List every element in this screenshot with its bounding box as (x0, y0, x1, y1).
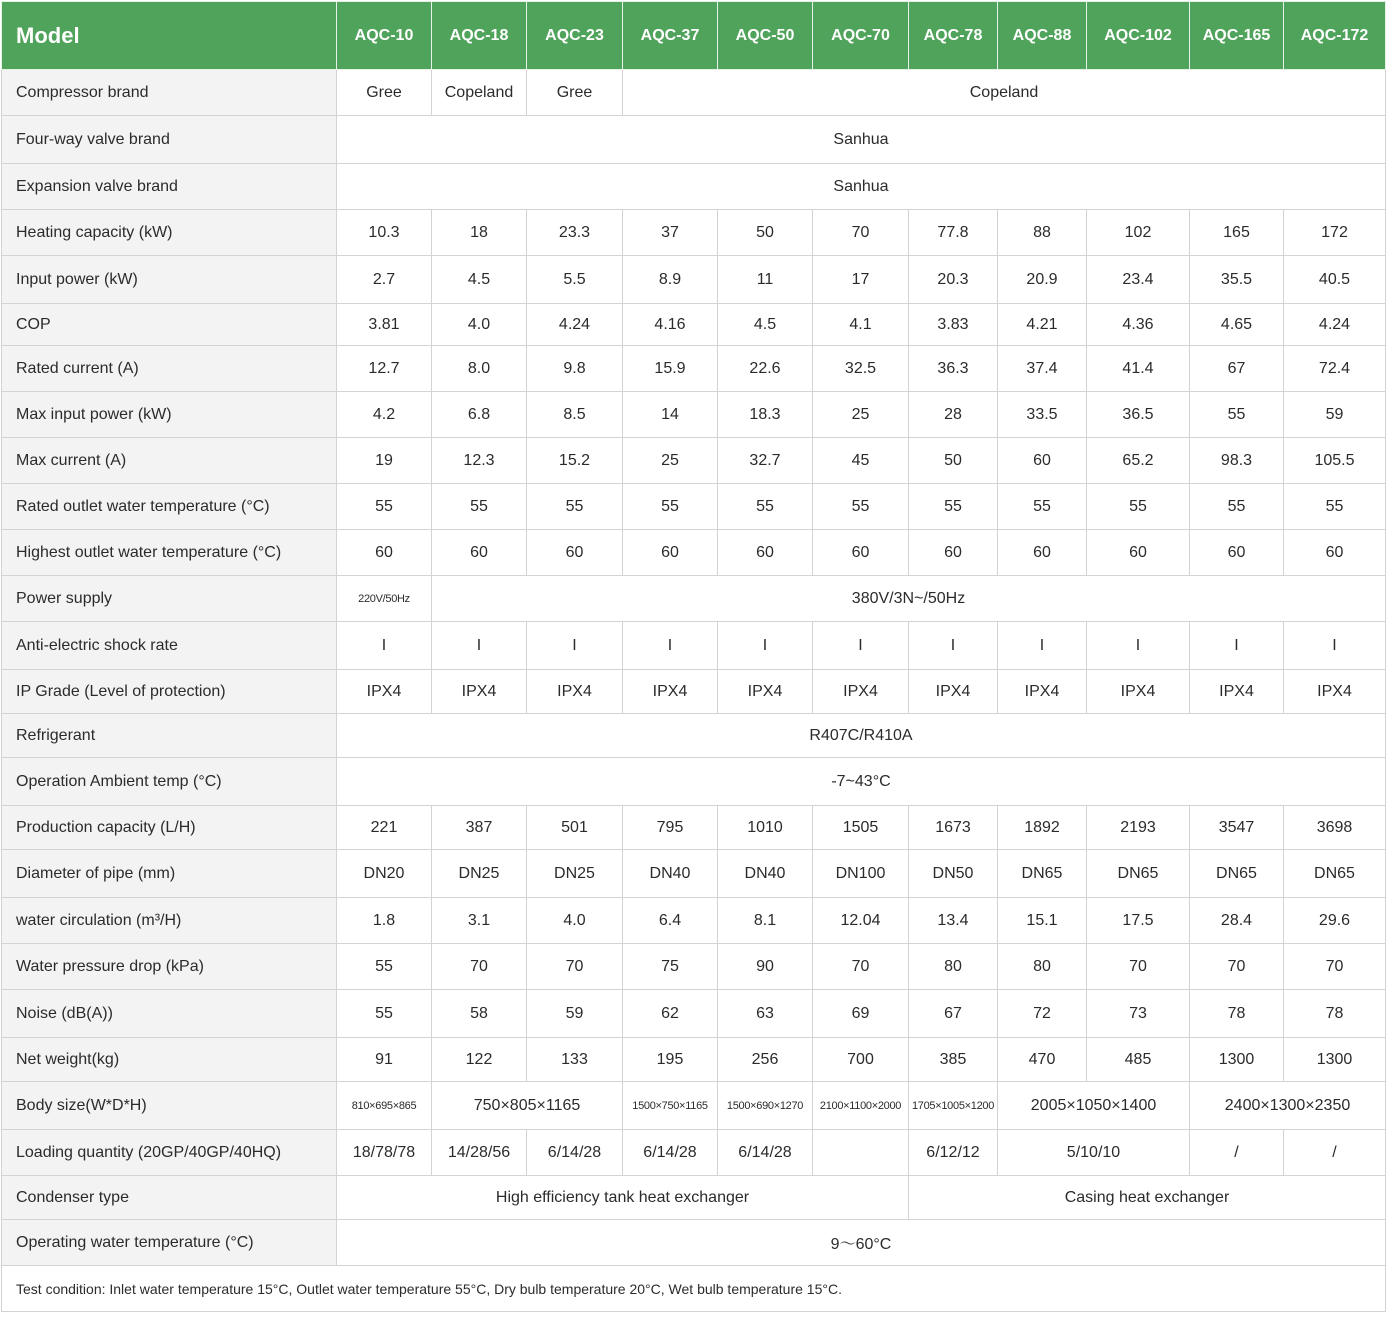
table-row (2, 990, 1386, 1038)
table-cell: I (1190, 622, 1284, 670)
table-cell: 35.5 (1190, 256, 1284, 304)
row-label: Production capacity (L/H) (2, 806, 337, 850)
table-cell: 9～60°C (337, 1220, 1386, 1266)
table-cell: 59 (527, 990, 623, 1038)
table-cell: 70 (527, 944, 623, 990)
table-row (2, 304, 1386, 346)
table-cell: 485 (1087, 1038, 1190, 1082)
table-cell: 55 (998, 484, 1087, 530)
row-label: Loading quantity (20GP/40GP/40HQ) (2, 1130, 337, 1176)
table-cell: 75 (623, 944, 718, 990)
table-cell: IPX4 (813, 670, 909, 714)
table-cell: 6.8 (432, 392, 527, 438)
row-label: Input power (kW) (2, 256, 337, 304)
table-cell: 88 (998, 210, 1087, 256)
table-cell: 470 (998, 1038, 1087, 1082)
table-cell: 2400×1300×2350 (1190, 1082, 1386, 1130)
table-cell: 810×695×865 (337, 1082, 432, 1130)
table-cell: 385 (909, 1038, 998, 1082)
table-cell: 55 (1190, 392, 1284, 438)
table-cell: 67 (909, 990, 998, 1038)
table-cell: DN100 (813, 850, 909, 898)
table-cell: 60 (909, 530, 998, 576)
table-cell: 12.04 (813, 898, 909, 944)
table-cell: I (432, 622, 527, 670)
table-cell: 1.8 (337, 898, 432, 944)
table-cell: DN50 (909, 850, 998, 898)
table-cell: 133 (527, 1038, 623, 1082)
table-cell: 3.83 (909, 304, 998, 346)
table-cell: 60 (998, 530, 1087, 576)
row-label: Condenser type (2, 1176, 337, 1220)
row-label: Operating water temperature (°C) (2, 1220, 337, 1266)
table-cell: 1010 (718, 806, 813, 850)
model-col-header: AQC-50 (718, 2, 813, 70)
table-cell: 4.1 (813, 304, 909, 346)
table-cell: 20.3 (909, 256, 998, 304)
table-cell: 1300 (1284, 1038, 1386, 1082)
table-cell: 40.5 (1284, 256, 1386, 304)
row-label: Body size(W*D*H) (2, 1082, 337, 1130)
table-cell: 172 (1284, 210, 1386, 256)
table-cell: 387 (432, 806, 527, 850)
table-cell: 1500×750×1165 (623, 1082, 718, 1130)
table-cell: I (1284, 622, 1386, 670)
table-cell: Sanhua (337, 116, 1386, 164)
table-cell (813, 1130, 909, 1176)
table-cell: 58 (432, 990, 527, 1038)
table-cell: Casing heat exchanger (909, 1176, 1386, 1220)
row-label: IP Grade (Level of protection) (2, 670, 337, 714)
table-cell: 15.2 (527, 438, 623, 484)
table-cell: 256 (718, 1038, 813, 1082)
table-row (2, 576, 1386, 622)
table-cell: 25 (623, 438, 718, 484)
table-cell: 62 (623, 990, 718, 1038)
table-cell: 13.4 (909, 898, 998, 944)
table-cell: High efficiency tank heat exchanger (337, 1176, 909, 1220)
table-cell: 60 (1087, 530, 1190, 576)
table-cell: 41.4 (1087, 346, 1190, 392)
table-cell: 5/10/10 (998, 1130, 1190, 1176)
table-cell: 70 (813, 210, 909, 256)
row-label: Heating capacity (kW) (2, 210, 337, 256)
table-cell: 28.4 (1190, 898, 1284, 944)
table-cell: DN40 (718, 850, 813, 898)
table-row (2, 1176, 1386, 1220)
table-cell: DN65 (1087, 850, 1190, 898)
table-row (2, 850, 1386, 898)
table-cell: 1500×690×1270 (718, 1082, 813, 1130)
table-row (2, 484, 1386, 530)
table-cell: 15.9 (623, 346, 718, 392)
table-cell: 37 (623, 210, 718, 256)
table-cell: IPX4 (623, 670, 718, 714)
table-cell: 22.6 (718, 346, 813, 392)
table-cell: 9.8 (527, 346, 623, 392)
table-cell: 98.3 (1190, 438, 1284, 484)
table-cell: 33.5 (998, 392, 1087, 438)
table-cell: 12.3 (432, 438, 527, 484)
table-cell: 59 (1284, 392, 1386, 438)
table-cell: 36.5 (1087, 392, 1190, 438)
table-cell: 4.36 (1087, 304, 1190, 346)
row-label: Four-way valve brand (2, 116, 337, 164)
table-cell: I (718, 622, 813, 670)
table-cell: I (909, 622, 998, 670)
table-cell: 4.65 (1190, 304, 1284, 346)
table-row (2, 1038, 1386, 1082)
table-cell: 23.4 (1087, 256, 1190, 304)
row-label: Net weight(kg) (2, 1038, 337, 1082)
row-label: Rated outlet water temperature (°C) (2, 484, 337, 530)
test-condition-note: Test condition: Inlet water temperature 15°C, Outlet water temperature 55°C, Dry bulb temperature 20°C, Wet bulb temperature 15°C. (2, 1266, 1386, 1312)
table-cell: 4.0 (527, 898, 623, 944)
table-row (2, 806, 1386, 850)
table-cell: IPX4 (909, 670, 998, 714)
table-cell: IPX4 (1284, 670, 1386, 714)
table-cell: 3547 (1190, 806, 1284, 850)
table-cell: 72 (998, 990, 1087, 1038)
table-cell: 72.4 (1284, 346, 1386, 392)
table-row (2, 758, 1386, 806)
table-cell: DN20 (337, 850, 432, 898)
table-cell: 14/28/56 (432, 1130, 527, 1176)
table-cell: 4.24 (527, 304, 623, 346)
table-cell: 8.1 (718, 898, 813, 944)
model-col-header: AQC-23 (527, 2, 623, 70)
table-cell: 221 (337, 806, 432, 850)
table-cell: Gree (337, 70, 432, 116)
table-cell: 60 (337, 530, 432, 576)
model-col-header: AQC-70 (813, 2, 909, 70)
table-cell: DN65 (1284, 850, 1386, 898)
table-cell: DN65 (1190, 850, 1284, 898)
table-cell: 70 (1087, 944, 1190, 990)
row-label: Max input power (kW) (2, 392, 337, 438)
table-cell: 4.5 (718, 304, 813, 346)
row-label: Expansion valve brand (2, 164, 337, 210)
table-cell: 122 (432, 1038, 527, 1082)
table-cell: IPX4 (337, 670, 432, 714)
model-col-header: AQC-10 (337, 2, 432, 70)
table-cell: 380V/3N~/50Hz (432, 576, 1386, 622)
table-row (2, 622, 1386, 670)
table-cell: I (527, 622, 623, 670)
table-cell: 10.3 (337, 210, 432, 256)
table-cell: 4.24 (1284, 304, 1386, 346)
table-cell: 165 (1190, 210, 1284, 256)
table-cell: 795 (623, 806, 718, 850)
table-cell: 69 (813, 990, 909, 1038)
table-cell: 32.7 (718, 438, 813, 484)
table-cell: 23.3 (527, 210, 623, 256)
table-cell: 4.0 (432, 304, 527, 346)
table-cell: 25 (813, 392, 909, 438)
table-cell: 60 (813, 530, 909, 576)
table-cell: 195 (623, 1038, 718, 1082)
test-condition-row (2, 1266, 1386, 1312)
table-cell: 12.7 (337, 346, 432, 392)
table-cell: 55 (527, 484, 623, 530)
table-cell: 102 (1087, 210, 1190, 256)
row-label: Water pressure drop (kPa) (2, 944, 337, 990)
table-cell: / (1190, 1130, 1284, 1176)
table-cell: 4.21 (998, 304, 1087, 346)
table-cell: IPX4 (432, 670, 527, 714)
model-col-header: AQC-102 (1087, 2, 1190, 70)
table-cell: 65.2 (1087, 438, 1190, 484)
table-cell: 6/14/28 (623, 1130, 718, 1176)
table-cell: 63 (718, 990, 813, 1038)
row-label: Operation Ambient temp (°C) (2, 758, 337, 806)
table-cell: 4.16 (623, 304, 718, 346)
table-cell: 1892 (998, 806, 1087, 850)
table-cell: 80 (909, 944, 998, 990)
table-cell: 6/12/12 (909, 1130, 998, 1176)
table-cell: 55 (718, 484, 813, 530)
table-cell: I (813, 622, 909, 670)
table-row (2, 670, 1386, 714)
table-cell: 15.1 (998, 898, 1087, 944)
table-cell: 70 (432, 944, 527, 990)
row-label: water circulation (m³/H) (2, 898, 337, 944)
row-label: Anti-electric shock rate (2, 622, 337, 670)
table-row (2, 210, 1386, 256)
table-cell: 55 (1087, 484, 1190, 530)
table-cell: 55 (432, 484, 527, 530)
table-cell: 2100×1100×2000 (813, 1082, 909, 1130)
table-cell: I (1087, 622, 1190, 670)
table-cell: 32.5 (813, 346, 909, 392)
table-cell: 14 (623, 392, 718, 438)
table-cell: DN25 (527, 850, 623, 898)
table-cell: 55 (1284, 484, 1386, 530)
table-cell: R407C/R410A (337, 714, 1386, 758)
header-row (2, 2, 1386, 70)
table-cell: 60 (718, 530, 813, 576)
table-cell: IPX4 (718, 670, 813, 714)
table-cell: 5.5 (527, 256, 623, 304)
table-row (2, 438, 1386, 484)
row-label: Refrigerant (2, 714, 337, 758)
table-cell: Copeland (623, 70, 1386, 116)
table-cell: 55 (813, 484, 909, 530)
table-cell: 1300 (1190, 1038, 1284, 1082)
row-label: Max current (A) (2, 438, 337, 484)
table-cell: 18.3 (718, 392, 813, 438)
table-cell: 17.5 (1087, 898, 1190, 944)
table-cell: 1505 (813, 806, 909, 850)
table-row (2, 898, 1386, 944)
table-cell: 6/14/28 (527, 1130, 623, 1176)
table-cell: 700 (813, 1038, 909, 1082)
spec-table (1, 1, 1386, 1312)
table-cell: 19 (337, 438, 432, 484)
table-row (2, 116, 1386, 164)
table-cell: 37.4 (998, 346, 1087, 392)
row-label: Rated current (A) (2, 346, 337, 392)
table-cell: 70 (1190, 944, 1284, 990)
table-row (2, 530, 1386, 576)
table-cell: Copeland (432, 70, 527, 116)
row-label: Highest outlet water temperature (°C) (2, 530, 337, 576)
table-row (2, 392, 1386, 438)
table-cell: / (1284, 1130, 1386, 1176)
table-cell: 8.9 (623, 256, 718, 304)
table-row (2, 256, 1386, 304)
model-col-header: AQC-172 (1284, 2, 1386, 70)
table-cell: IPX4 (1190, 670, 1284, 714)
table-cell: 20.9 (998, 256, 1087, 304)
table-cell: 501 (527, 806, 623, 850)
table-cell: 60 (623, 530, 718, 576)
table-cell: 55 (337, 990, 432, 1038)
table-cell: 18/78/78 (337, 1130, 432, 1176)
table-cell: 77.8 (909, 210, 998, 256)
table-cell: IPX4 (998, 670, 1087, 714)
table-cell: 105.5 (1284, 438, 1386, 484)
model-header: Model (2, 2, 337, 70)
table-cell: 60 (1190, 530, 1284, 576)
table-cell: 70 (1284, 944, 1386, 990)
table-cell: 4.5 (432, 256, 527, 304)
model-col-header: AQC-165 (1190, 2, 1284, 70)
table-cell: 4.2 (337, 392, 432, 438)
table-cell: 1705×1005×1200 (909, 1082, 998, 1130)
model-col-header: AQC-18 (432, 2, 527, 70)
table-cell: 8.0 (432, 346, 527, 392)
row-label: Compressor brand (2, 70, 337, 116)
table-cell: 78 (1190, 990, 1284, 1038)
table-cell: 60 (432, 530, 527, 576)
table-cell: 60 (527, 530, 623, 576)
table-cell: 78 (1284, 990, 1386, 1038)
table-row (2, 70, 1386, 116)
model-col-header: AQC-78 (909, 2, 998, 70)
table-row (2, 714, 1386, 758)
table-cell: 73 (1087, 990, 1190, 1038)
table-cell: 50 (718, 210, 813, 256)
table-cell: 17 (813, 256, 909, 304)
table-cell: 6.4 (623, 898, 718, 944)
table-cell: 55 (1190, 484, 1284, 530)
table-cell: 80 (998, 944, 1087, 990)
table-cell: 70 (813, 944, 909, 990)
table-cell: 3698 (1284, 806, 1386, 850)
table-cell: 55 (337, 484, 432, 530)
table-cell: 91 (337, 1038, 432, 1082)
table-cell: DN40 (623, 850, 718, 898)
table-cell: 67 (1190, 346, 1284, 392)
model-col-header: AQC-37 (623, 2, 718, 70)
table-cell: 11 (718, 256, 813, 304)
table-cell: 50 (909, 438, 998, 484)
table-cell: I (337, 622, 432, 670)
model-col-header: AQC-88 (998, 2, 1087, 70)
table-row (2, 1130, 1386, 1176)
table-cell: 3.81 (337, 304, 432, 346)
table-cell: 55 (909, 484, 998, 530)
table-cell: Sanhua (337, 164, 1386, 210)
table-cell: 1673 (909, 806, 998, 850)
table-row (2, 1220, 1386, 1266)
table-cell: 55 (337, 944, 432, 990)
table-cell: 28 (909, 392, 998, 438)
table-row (2, 1082, 1386, 1130)
table-cell: 18 (432, 210, 527, 256)
table-cell: 90 (718, 944, 813, 990)
row-label: Noise (dB(A)) (2, 990, 337, 1038)
table-cell: 55 (623, 484, 718, 530)
table-cell: 2005×1050×1400 (998, 1082, 1190, 1130)
table-cell: Gree (527, 70, 623, 116)
row-label: Power supply (2, 576, 337, 622)
table-cell: 220V/50Hz (337, 576, 432, 622)
table-row (2, 164, 1386, 210)
table-cell: 2.7 (337, 256, 432, 304)
row-label: Diameter of pipe (mm) (2, 850, 337, 898)
table-cell: 2193 (1087, 806, 1190, 850)
table-cell: 750×805×1165 (432, 1082, 623, 1130)
table-cell: 6/14/28 (718, 1130, 813, 1176)
table-cell: DN25 (432, 850, 527, 898)
row-label: COP (2, 304, 337, 346)
table-cell: 3.1 (432, 898, 527, 944)
table-cell: 45 (813, 438, 909, 484)
table-cell: 36.3 (909, 346, 998, 392)
table-cell: I (623, 622, 718, 670)
table-cell: 60 (998, 438, 1087, 484)
table-cell: IPX4 (527, 670, 623, 714)
table-row (2, 346, 1386, 392)
table-row (2, 944, 1386, 990)
table-cell: 8.5 (527, 392, 623, 438)
table-cell: IPX4 (1087, 670, 1190, 714)
table-cell: I (998, 622, 1087, 670)
table-cell: 29.6 (1284, 898, 1386, 944)
table-cell: -7~43°C (337, 758, 1386, 806)
spec-body (2, 70, 1386, 1312)
table-cell: 60 (1284, 530, 1386, 576)
table-cell: DN65 (998, 850, 1087, 898)
